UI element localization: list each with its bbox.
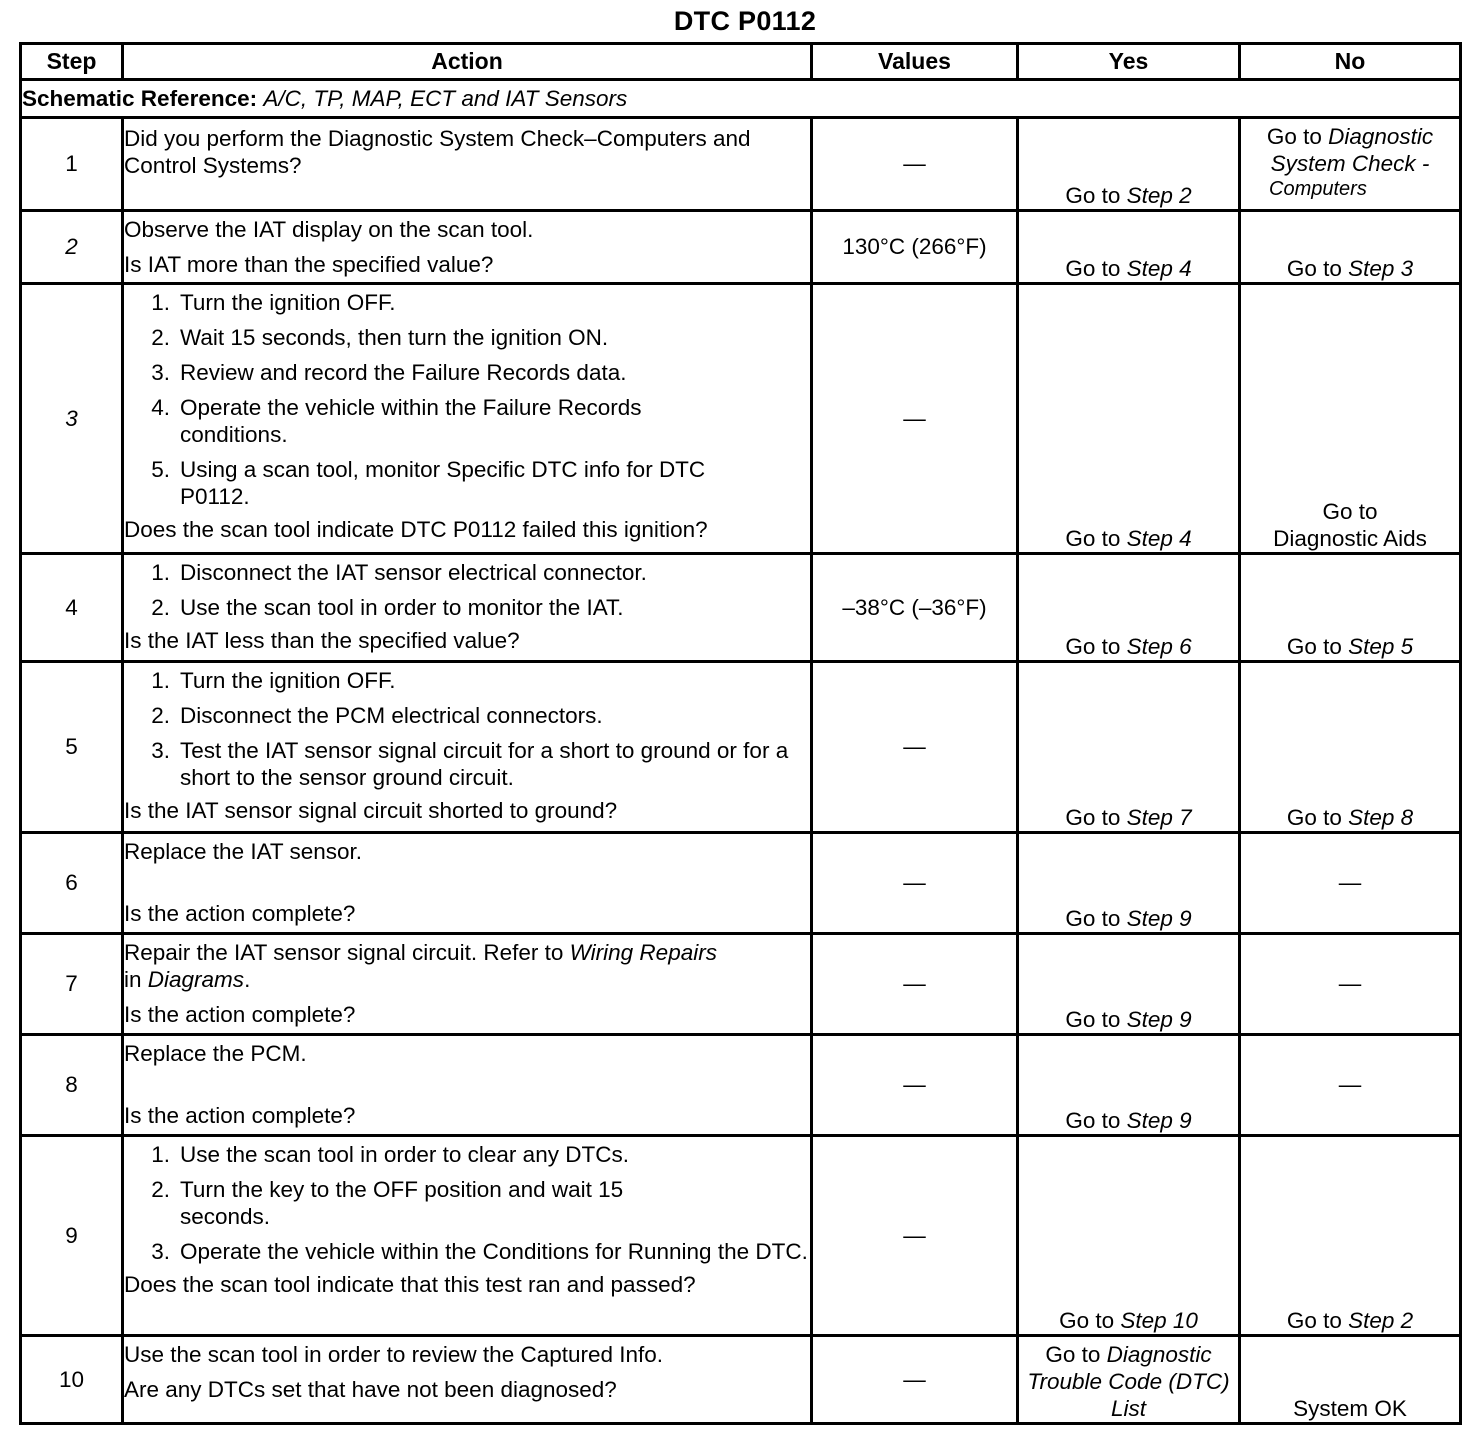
step-number: 4 — [21, 554, 123, 662]
list-item: 3. Review and record the Failure Records data. — [151, 360, 627, 385]
header-yes: Yes — [1018, 44, 1240, 80]
goto-text: Go to — [1065, 906, 1121, 931]
schematic-row — [21, 80, 1461, 118]
action-text: Replace the PCM. — [124, 1041, 307, 1066]
yes-link[interactable]: Step 4 — [1126, 526, 1192, 551]
value-cell: — — [812, 833, 1018, 934]
action-cell — [123, 1035, 812, 1136]
no-cell — [1240, 284, 1461, 554]
yes-link[interactable]: Step 9 — [1126, 906, 1192, 931]
list-item: 1. Turn the ignition OFF. — [151, 290, 396, 315]
action-cell — [123, 1136, 812, 1336]
action-cell — [123, 662, 812, 833]
goto-text: Go to — [1059, 1308, 1115, 1333]
no-link[interactable]: Step 5 — [1348, 634, 1414, 659]
list-item: 3. Test the IAT sensor signal circuit for a short to ground or for a short to the sensor ground circuit. — [151, 738, 789, 790]
no-cell — [1240, 211, 1461, 284]
yes-link[interactable]: Step 4 — [1126, 256, 1192, 281]
value-cell: — — [812, 1035, 1018, 1136]
no-cell: — — [1240, 833, 1461, 934]
action-steps — [124, 559, 810, 621]
yes-cell — [1018, 284, 1240, 554]
list-item: 2. Use the scan tool in order to monitor the IAT. — [151, 595, 624, 620]
yes-cell — [1018, 554, 1240, 662]
goto-text: Go to — [1322, 499, 1378, 524]
no-cell: System OK — [1240, 1336, 1461, 1424]
action-steps — [124, 1141, 810, 1265]
action-cell — [123, 934, 812, 1035]
value-cell: — — [812, 662, 1018, 833]
action-cell — [123, 554, 812, 662]
diagrams-link[interactable]: Diagrams — [147, 967, 245, 992]
list-item: 4. Operate the vehicle within the Failure Records conditions. — [151, 395, 642, 447]
action-steps — [124, 289, 810, 510]
table-row — [21, 1136, 1461, 1336]
yes-link[interactable]: Diagnostic Trouble Code (DTC) List — [1027, 1342, 1230, 1421]
goto-text: Go to — [1065, 634, 1121, 659]
no-cell — [1240, 118, 1461, 211]
yes-link[interactable]: Step 2 — [1126, 183, 1192, 208]
goto-text: Go to — [1266, 124, 1322, 149]
table-row — [21, 934, 1461, 1035]
yes-link[interactable]: Step 10 — [1120, 1308, 1198, 1333]
list-item: 1. Disconnect the IAT sensor electrical connector. — [151, 560, 647, 585]
action-question: Is the action complete? — [124, 1002, 356, 1027]
list-item: 2. Wait 15 seconds, then turn the ignition ON. — [151, 325, 609, 350]
action-text: Use the scan tool in order to review the Captured Info. — [124, 1342, 664, 1367]
no-cell — [1240, 1136, 1461, 1336]
action-text: Replace the IAT sensor. — [124, 839, 363, 864]
action-text: Observe the IAT display on the scan tool. — [124, 217, 534, 242]
goto-text: Go to — [1286, 805, 1342, 830]
step-number: 1 — [21, 118, 123, 211]
step-number: 9 — [21, 1136, 123, 1336]
list-item: 3. Operate the vehicle within the Conditions for Running the DTC. — [151, 1239, 808, 1264]
yes-cell — [1018, 662, 1240, 833]
no-cell — [1240, 554, 1461, 662]
table-row — [21, 118, 1461, 211]
step-number: 5 — [21, 662, 123, 833]
no-cell — [1240, 662, 1461, 833]
action-cell — [123, 118, 812, 211]
action-steps — [124, 667, 810, 791]
yes-link[interactable]: Step 7 — [1126, 805, 1192, 830]
diagnostic-table — [19, 42, 1462, 1425]
list-item: 1. Use the scan tool in order to clear any DTCs. — [151, 1142, 629, 1167]
goto-text: Go to — [1065, 1108, 1121, 1133]
action-text: Did you perform the Diagnostic System Check–Computers and Control Systems? — [124, 126, 751, 178]
value-cell: — — [812, 1136, 1018, 1336]
goto-text: Go to — [1286, 256, 1342, 281]
action-cell — [123, 211, 812, 284]
list-item: 2. Disconnect the PCM electrical connectors. — [151, 703, 603, 728]
step-number: 6 — [21, 833, 123, 934]
wiring-repairs-link[interactable]: Wiring Repairs — [569, 940, 717, 965]
table-row — [21, 211, 1461, 284]
value-cell: — — [812, 934, 1018, 1035]
goto-text: Go to — [1286, 634, 1342, 659]
yes-cell — [1018, 833, 1240, 934]
action-cell — [123, 1336, 812, 1424]
step-number: 7 — [21, 934, 123, 1035]
action-question: Is the IAT less than the specified value? — [124, 628, 520, 653]
table-row — [21, 1035, 1461, 1136]
no-link[interactable]: Step 8 — [1348, 805, 1414, 830]
schematic-reference — [21, 80, 1461, 118]
yes-link[interactable]: Step 9 — [1126, 1007, 1192, 1032]
yes-cell — [1018, 118, 1240, 211]
action-text: Repair the IAT sensor signal circuit. Refer to Wiring Repairs in Diagrams. — [124, 940, 717, 992]
no-link[interactable]: Diagnostic Aids — [1273, 526, 1427, 551]
list-item: 2. Turn the key to the OFF position and wait 15 seconds. — [151, 1177, 624, 1229]
header-action: Action — [123, 44, 812, 80]
value-cell: 130°C (266°F) — [812, 211, 1018, 284]
table-row — [21, 284, 1461, 554]
no-cell: — — [1240, 934, 1461, 1035]
step-number: 8 — [21, 1035, 123, 1136]
table-row — [21, 833, 1461, 934]
list-item: 1. Turn the ignition OFF. — [151, 668, 396, 693]
action-question: Is the action complete? — [124, 1103, 356, 1128]
no-link[interactable]: Diagnostic System Check - — [1270, 124, 1434, 176]
list-item: 5. Using a scan tool, monitor Specific DTC info for DTC P0112. — [151, 457, 706, 509]
yes-link[interactable]: Step 6 — [1126, 634, 1192, 659]
no-cell: — — [1240, 1035, 1461, 1136]
header-row — [21, 44, 1461, 80]
yes-cell — [1018, 1336, 1240, 1424]
goto-text: Go to — [1045, 1342, 1101, 1367]
action-question: Are any DTCs set that have not been diagnosed? — [124, 1377, 617, 1402]
no-link[interactable]: Step 3 — [1348, 256, 1414, 281]
value-cell: — — [812, 284, 1018, 554]
step-number: 2 — [21, 211, 123, 284]
step-number: 3 — [21, 284, 123, 554]
value-cell: — — [812, 118, 1018, 211]
action-question: Is IAT more than the specified value? — [124, 252, 494, 277]
header-no: No — [1240, 44, 1461, 80]
schematic-value: A/C, TP, MAP, ECT and IAT Sensors — [263, 85, 628, 111]
goto-text: Go to — [1065, 183, 1121, 208]
goto-text: Go to — [1065, 805, 1121, 830]
action-question: Is the action complete? — [124, 901, 356, 926]
no-link[interactable]: Step 2 — [1348, 1308, 1414, 1333]
goto-text: Go to — [1065, 526, 1121, 551]
goto-text: Go to — [1065, 256, 1121, 281]
table-row — [21, 554, 1461, 662]
page-title: DTC P0112 — [673, 6, 817, 36]
value-cell: –38°C (–36°F) — [812, 554, 1018, 662]
header-step: Step — [21, 44, 123, 80]
step-number: 10 — [21, 1336, 123, 1424]
yes-cell — [1018, 1136, 1240, 1336]
yes-cell — [1018, 211, 1240, 284]
action-cell — [123, 833, 812, 934]
table-row — [21, 1336, 1461, 1424]
action-question: Is the IAT sensor signal circuit shorted to ground? — [124, 798, 618, 823]
table-row — [21, 662, 1461, 833]
value-cell: — — [812, 1336, 1018, 1424]
schematic-label: Schematic Reference: — [22, 85, 258, 111]
yes-cell — [1018, 934, 1240, 1035]
yes-cell — [1018, 1035, 1240, 1136]
action-cell — [123, 284, 812, 554]
action-question: Does the scan tool indicate DTC P0112 failed this ignition? — [124, 517, 708, 542]
goto-text: Go to — [1286, 1308, 1342, 1333]
goto-text: Go to — [1065, 1007, 1121, 1032]
action-question: Does the scan tool indicate that this test ran and passed? — [124, 1272, 696, 1297]
no-link-sub[interactable]: Computers — [1269, 178, 1367, 200]
header-values: Values — [812, 44, 1018, 80]
yes-link[interactable]: Step 9 — [1126, 1108, 1192, 1133]
